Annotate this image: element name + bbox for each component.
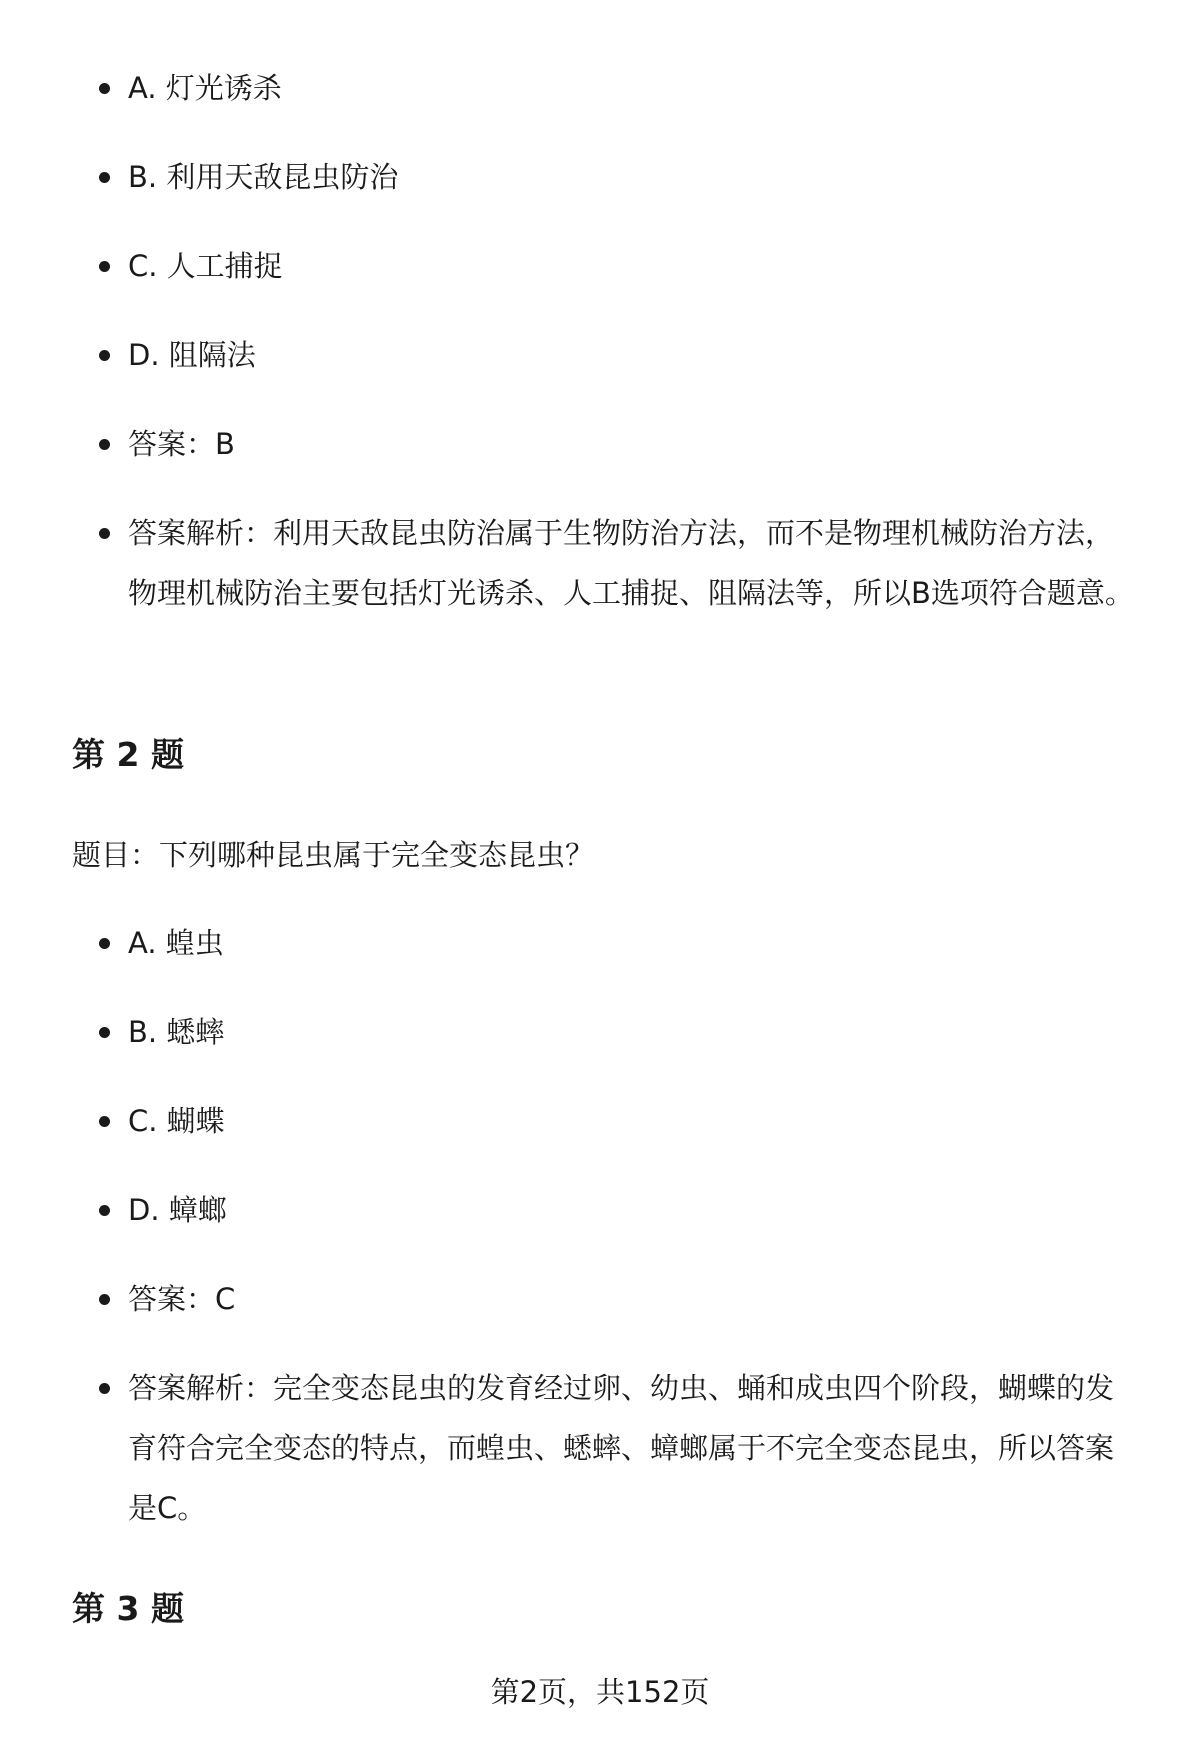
- q3-heading: 第 3 题: [72, 1589, 184, 1628]
- q2-option-list: [0, 913, 1200, 1567]
- q2-question: 题目：下列哪种昆虫属于完全变态昆虫？: [72, 838, 595, 872]
- q2-option-b: B. 蟋蟀: [0, 1002, 1200, 1062]
- q1-option-b: B. 利用天敌昆虫防治: [0, 147, 1200, 207]
- q2-option-a: A. 蝗虫: [0, 913, 1200, 973]
- q2-option-c: C. 蝴蝶: [0, 1091, 1200, 1151]
- q1-answer: 答案：B: [0, 414, 1200, 474]
- q2-heading: 第 2 题: [72, 735, 184, 774]
- q1-option-a: A. 灯光诱杀: [0, 58, 1200, 118]
- q2-option-d: D. 蟑螂: [0, 1180, 1200, 1240]
- page-number-footer: 第2页，共152页: [490, 1675, 710, 1709]
- q1-option-d: D. 阻隔法: [0, 325, 1200, 385]
- q2-answer: 答案：C: [0, 1269, 1200, 1329]
- q1-option-c: C. 人工捕捉: [0, 236, 1200, 296]
- q1-option-list: [0, 58, 1200, 652]
- q2-analysis: 答案解析：完全变态昆虫的发育经过卵、幼虫、蛹和成虫四个阶段，蝴蝶的发育符合完全变态的特点，而蝗虫、蟋蟀、蟑螂属于不完全变态昆虫，所以答案是C。: [0, 1358, 1200, 1538]
- q1-analysis: 答案解析：利用天敌昆虫防治属于生物防治方法，而不是物理机械防治方法，物理机械防治主要包括灯光诱杀、人工捕捉、阻隔法等，所以B选项符合题意。: [0, 503, 1200, 623]
